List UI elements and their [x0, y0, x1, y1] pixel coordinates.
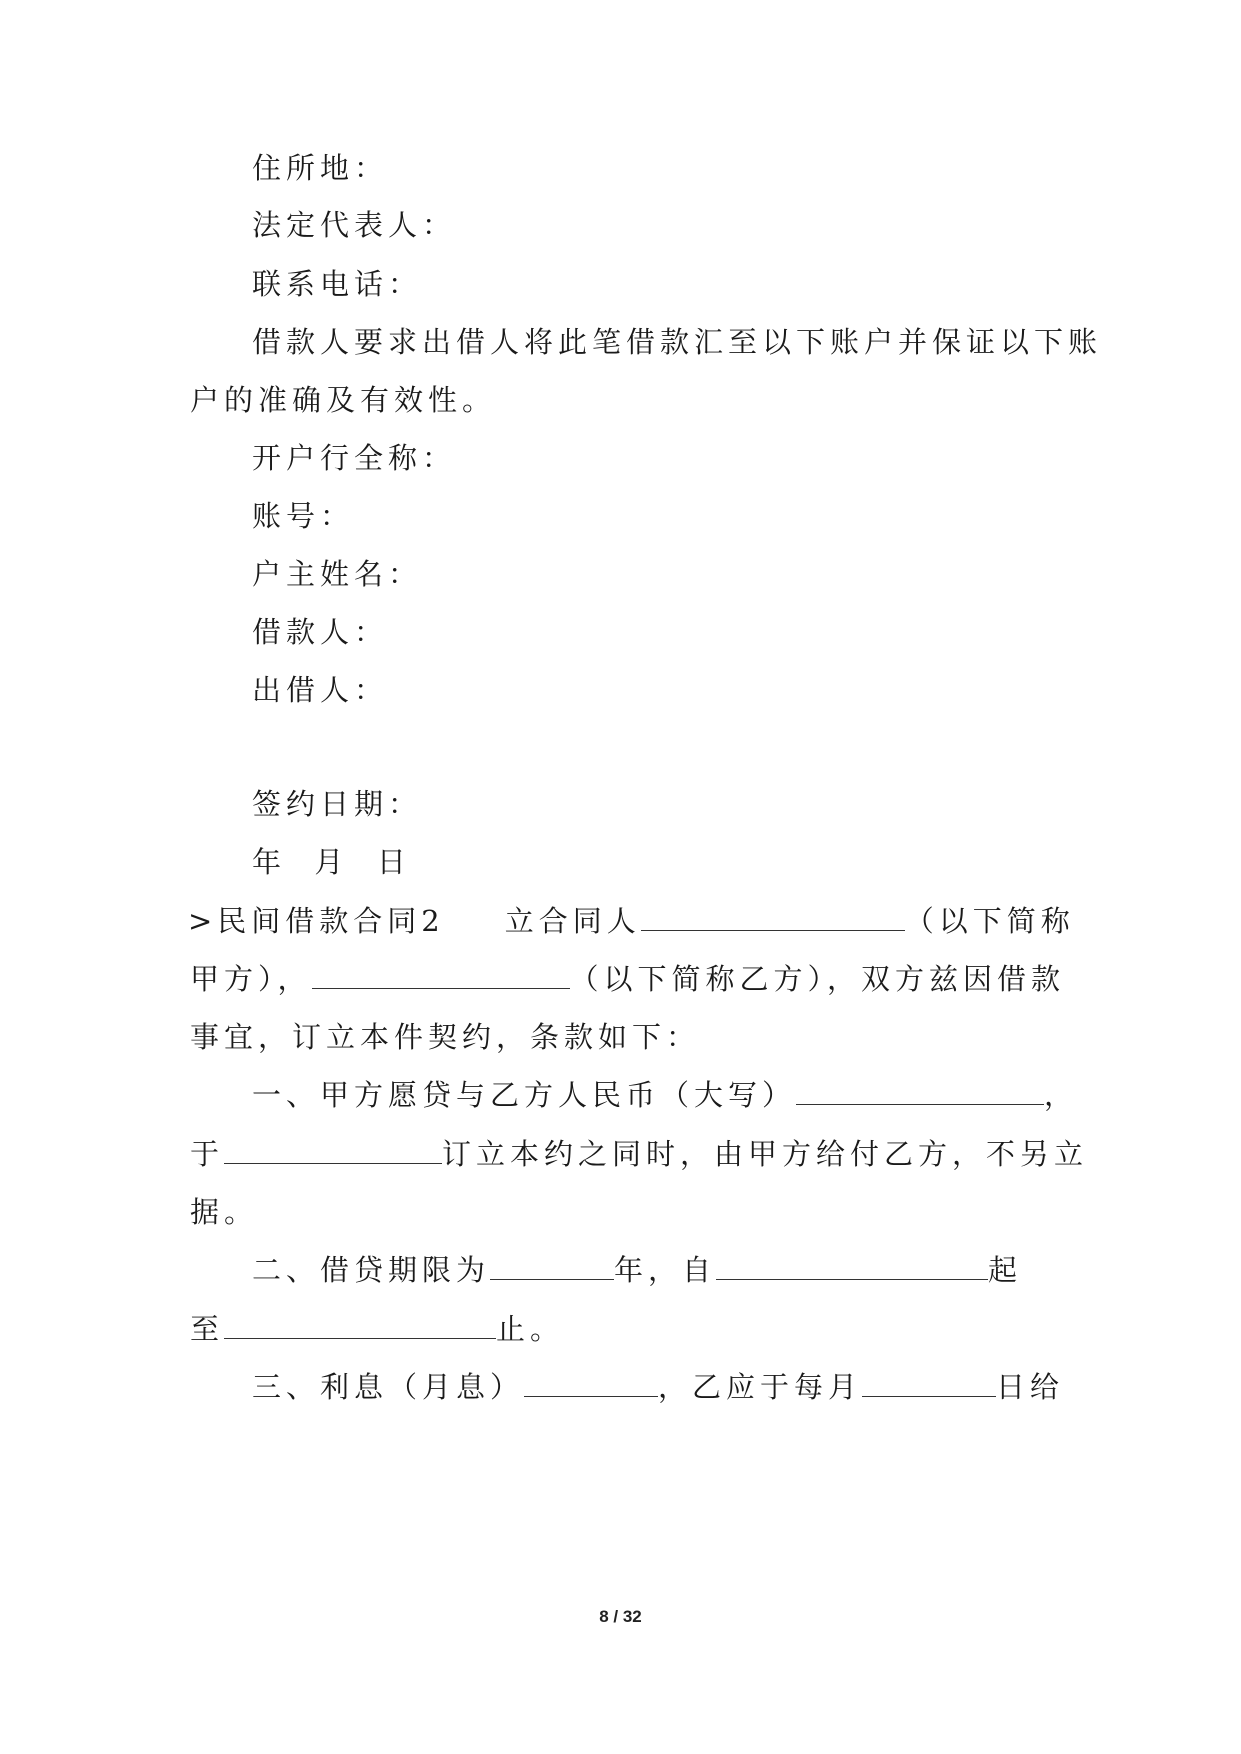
clause1-text-d: 订立本约之同时，由甲方给付乙方，不另立 — [442, 1137, 1089, 1171]
contract2-line-1 — [188, 901, 1075, 941]
clause3-text-c: 日给 — [996, 1370, 1065, 1404]
party-a-blank — [641, 902, 905, 931]
residence-line: 住所地： — [252, 151, 389, 185]
borrower-line: 借款人： — [252, 615, 389, 649]
sign-date-line: 签约日期： — [252, 787, 423, 821]
clause1-comma: ， — [1044, 1078, 1079, 1112]
clause2-line-2 — [190, 1309, 1060, 1349]
contract2-title: >民间借款合同2 — [188, 904, 445, 938]
transfer-paragraph-line-2: 户的准确及有效性。 — [190, 383, 497, 417]
amount-blank — [796, 1076, 1044, 1105]
lender-line: 出借人： — [252, 673, 389, 707]
clause3-text-b: ，乙应于每月 — [658, 1370, 863, 1404]
contract2-line-2 — [190, 959, 1066, 999]
clause2-text-d: 至 — [190, 1312, 225, 1346]
clause1-text-c: 于 — [190, 1137, 225, 1171]
transfer-paragraph-line-1: 借款人要求出借人将此笔借款汇至以下账户并保证以下账 — [252, 325, 1103, 359]
account-holder-line: 户主姓名： — [252, 557, 423, 591]
clause2-text-a: 二、借贷期限为 — [252, 1253, 491, 1287]
monthly-interest-blank — [524, 1368, 658, 1397]
term-years-blank — [490, 1251, 614, 1280]
clause2-line-1 — [252, 1250, 1122, 1290]
clause1-text-a: 一、甲方愿贷与乙方人民币（大写） — [252, 1078, 797, 1112]
clause2-text-c: 起 — [988, 1253, 1023, 1287]
contract2-abbrev-a: （以下简称 — [904, 904, 1075, 938]
legal-representative-line: 法定代表人： — [252, 208, 457, 242]
end-date-blank — [224, 1310, 496, 1339]
start-date-blank — [716, 1251, 988, 1280]
payment-day-blank — [862, 1368, 996, 1397]
party-b-blank — [312, 960, 570, 989]
contract2-parties-label: 立合同人 — [504, 904, 641, 938]
year-month-day-line: 年 月 日 — [252, 845, 411, 879]
clause1-line-2 — [190, 1134, 1089, 1174]
account-number-line: 账号： — [252, 499, 355, 533]
clause3-line-1 — [252, 1367, 1122, 1407]
party-b-label: （以下简称乙方），双方兹因借款 — [569, 962, 1066, 996]
clause1-line-3: 据。 — [190, 1195, 259, 1229]
bank-name-line: 开户行全称： — [252, 441, 457, 475]
clause3-text-a: 三、利息（月息） — [252, 1370, 525, 1404]
clause2-text-e: 止。 — [496, 1312, 565, 1346]
clause2-text-b: 年，自 — [614, 1253, 717, 1287]
page-number: 8 / 32 — [599, 1607, 642, 1626]
contract2-line-3: 事宜，订立本件契约，条款如下： — [190, 1020, 701, 1054]
payment-date-blank — [224, 1135, 442, 1164]
party-a-label: 甲方）， — [190, 962, 312, 996]
phone-line: 联系电话： — [252, 267, 423, 301]
clause1-line-1 — [252, 1075, 1122, 1115]
